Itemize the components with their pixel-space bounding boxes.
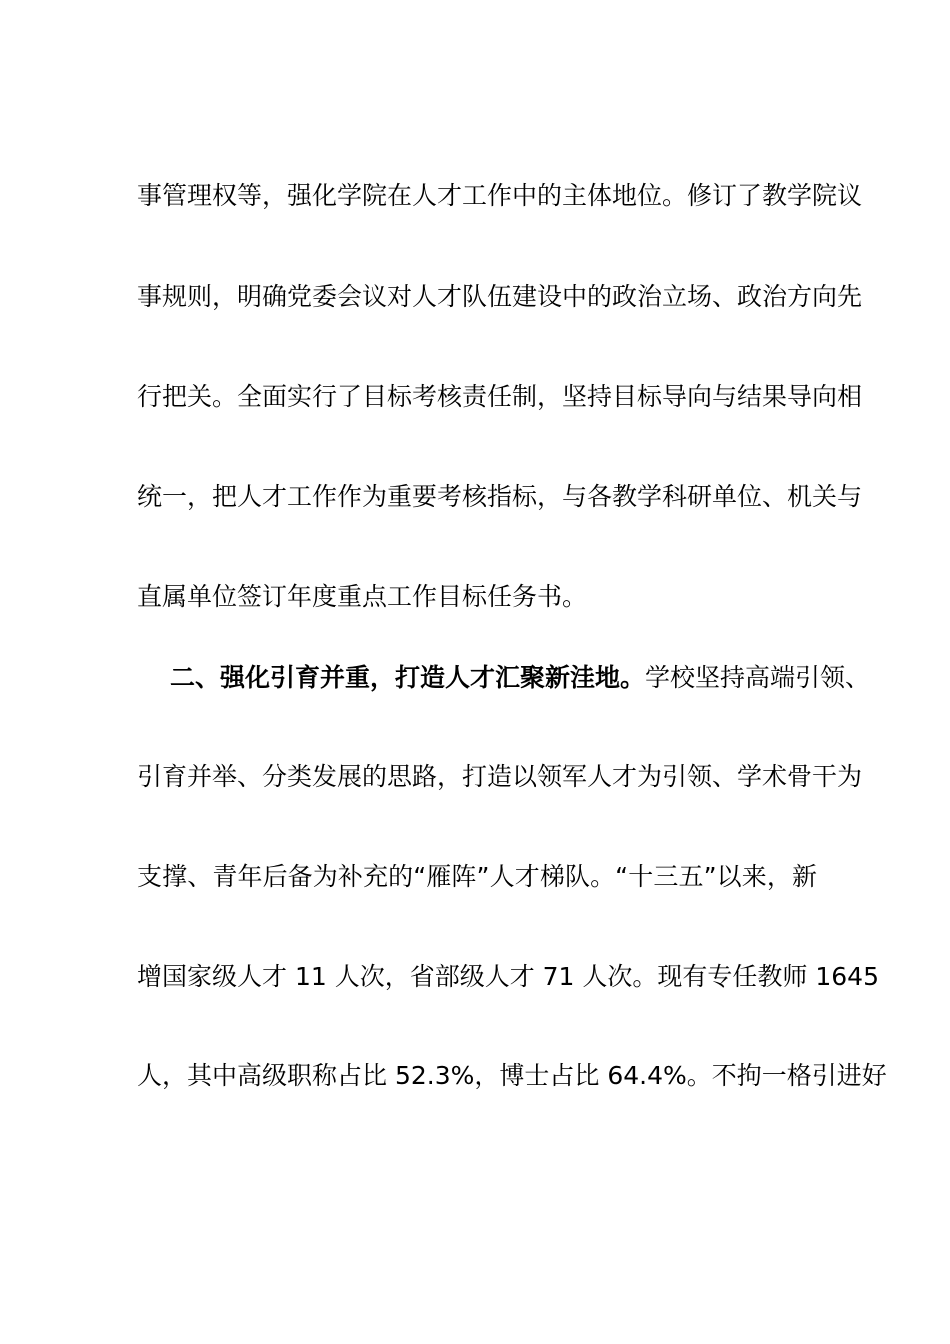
paragraph2-line-3: 支撑、青年后备为补充的“雁阵”人才梯队。“十三五”以来，新 <box>137 862 817 891</box>
paragraph1-line-2: 事规则，明确党委会议对人才队伍建设中的政治立场、政治方向先 <box>137 282 863 311</box>
section-heading: 二、强化引育并重，打造人才汇聚新洼地。 <box>170 663 646 692</box>
paragraph1-line-5: 直属单位签订年度重点工作目标任务书。 <box>137 582 588 611</box>
paragraph2-first-line <box>137 661 871 695</box>
paragraph1-line-4: 统一，把人才工作作为重要考核指标，与各教学科研单位、机关与 <box>137 482 863 511</box>
paragraph2-line-2: 引育并举、分类发展的思路，打造以领军人才为引领、学术骨干为 <box>137 762 863 791</box>
paragraph1-line-1: 事管理权等，强化学院在人才工作中的主体地位。修订了教学院议 <box>137 181 863 210</box>
paragraph2-first-line-rest: 学校坚持高端引领、 <box>645 663 871 692</box>
paragraph2-line-4: 增国家级人才 11 人次，省部级人才 71 人次。现有专任教师 1645 <box>137 962 879 991</box>
paragraph1-line-3: 行把关。全面实行了目标考核责任制，坚持目标导向与结果导向相 <box>137 382 863 411</box>
paragraph2-line-5: 人，其中高级职称占比 52.3%，博士占比 64.4%。不拘一格引进好 <box>137 1061 887 1090</box>
